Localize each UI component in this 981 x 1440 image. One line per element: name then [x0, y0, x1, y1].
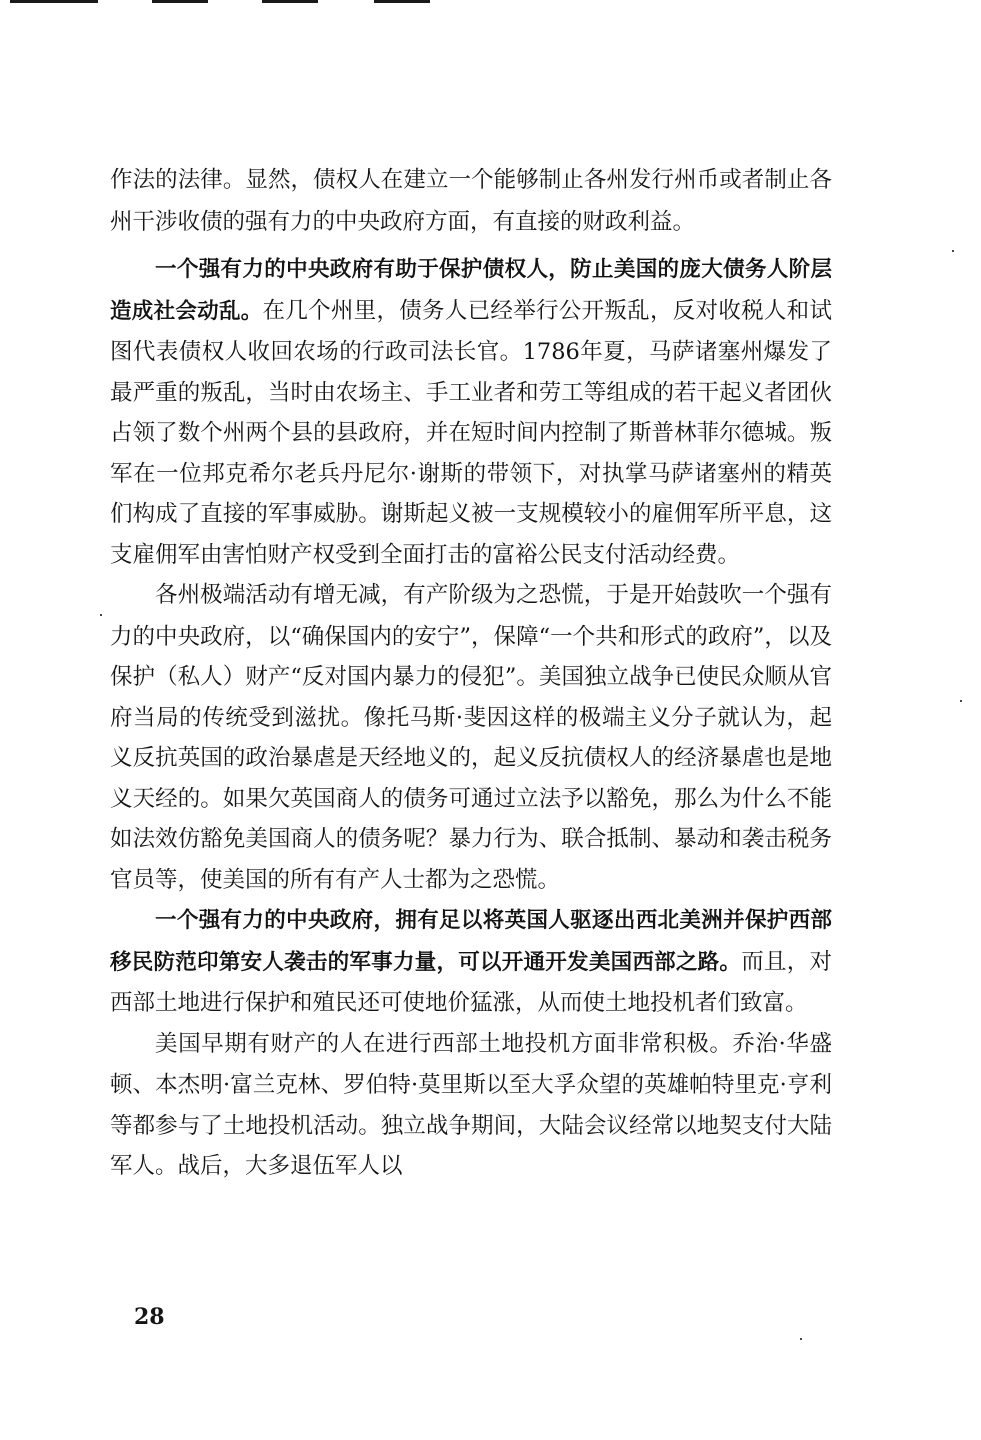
top-rule-4 [374, 0, 430, 3]
top-rule-1 [10, 0, 98, 3]
paragraph-4 [110, 900, 832, 1024]
paragraph-2-text: 在几个州里，债务人已经举行公开叛乱，反对收税人和试图代表债权人收回农场的行政司法长官。1786年夏，马萨诸塞州爆发了最严重的叛乱，当时由农场主、手工业者和劳工等组成的若干起义者团伙占领了数个州两个县的县政府，并在短时间内控制了斯普林菲尔德城。叛军在一位邦克希尔老兵丹尼尔·谢斯的带领下，对执掌马萨诸塞州的精英们构成了直接的军事威胁。谢斯起义被一支规模较小的雇佣军所平息，这支雇佣军由害怕财产权受到全面打击的富裕公民支付活动经费。 [110, 297, 832, 568]
scan-speck [100, 614, 102, 616]
paragraph-3-text: 各州极端活动有增无减，有产阶级为之恐慌，于是开始鼓吹一个强有力的中央政府，以“确保国内的安宁”，保障“一个共和形式的政府”，以及保护（私人）财产“反对国内暴力的侵犯”。美国独立战争已使民众顺从官府当局的传统受到滋扰。像托马斯·斐因这样的极端主义分子就认为，起义反抗英国的政治暴虐是天经地义的，起义反抗债权人的经济暴虐也是地义天经的。如果欠英国商人的债务可通过立法予以豁免，那么为什么不能如法效仿豁免美国商人的债务呢？暴力行为、联合抵制、暴动和袭击税务官员等，使美国的所有有产人士都为之恐慌。 [110, 582, 832, 893]
scan-speck [960, 700, 962, 702]
scan-speck [952, 250, 954, 252]
paragraph-1 [110, 160, 832, 242]
paragraph-3 [110, 575, 832, 900]
scan-speck [800, 1338, 802, 1340]
top-rule-3 [262, 0, 318, 3]
paragraph-2-bold: 一个强有力的中央政府有助于保护债权人，防止美国的庞大债务人阶层造成社会动乱。 [110, 257, 832, 324]
paragraph-4-bold: 一个强有力的中央政府，拥有足以将英国人驱逐出西北美洲并保护西部移民防范印第安人袭击的军事力量，可以开通开发美国西部之路。 [110, 908, 832, 975]
paragraph-5-text: 美国早期有财产的人在进行西部土地投机方面非常积极。乔治·华盛顿、本杰明·富兰克林、罗伯特·莫里斯以至大孚众望的英雄帕特里克·亨利等都参与了土地投机活动。独立战争期间，大陆会议经常以地契支付大陆军人。战后，大多退伍军人以 [110, 1030, 832, 1179]
paragraph-5 [110, 1024, 832, 1187]
top-rule-2 [152, 0, 208, 3]
paragraph-4-text: 而且，对西部土地进行保护和殖民还可使地价猛涨，从而使土地投机者们致富。 [110, 948, 832, 1016]
page-number: 28 [134, 1304, 165, 1330]
body-text [110, 160, 832, 1187]
paragraph-2 [110, 249, 832, 575]
paragraph-1-text: 作法的法律。显然，债权人在建立一个能够制止各州发行州币或者制止各州干涉收债的强有力的中央政府方面，有直接的财政利益。 [110, 167, 832, 235]
